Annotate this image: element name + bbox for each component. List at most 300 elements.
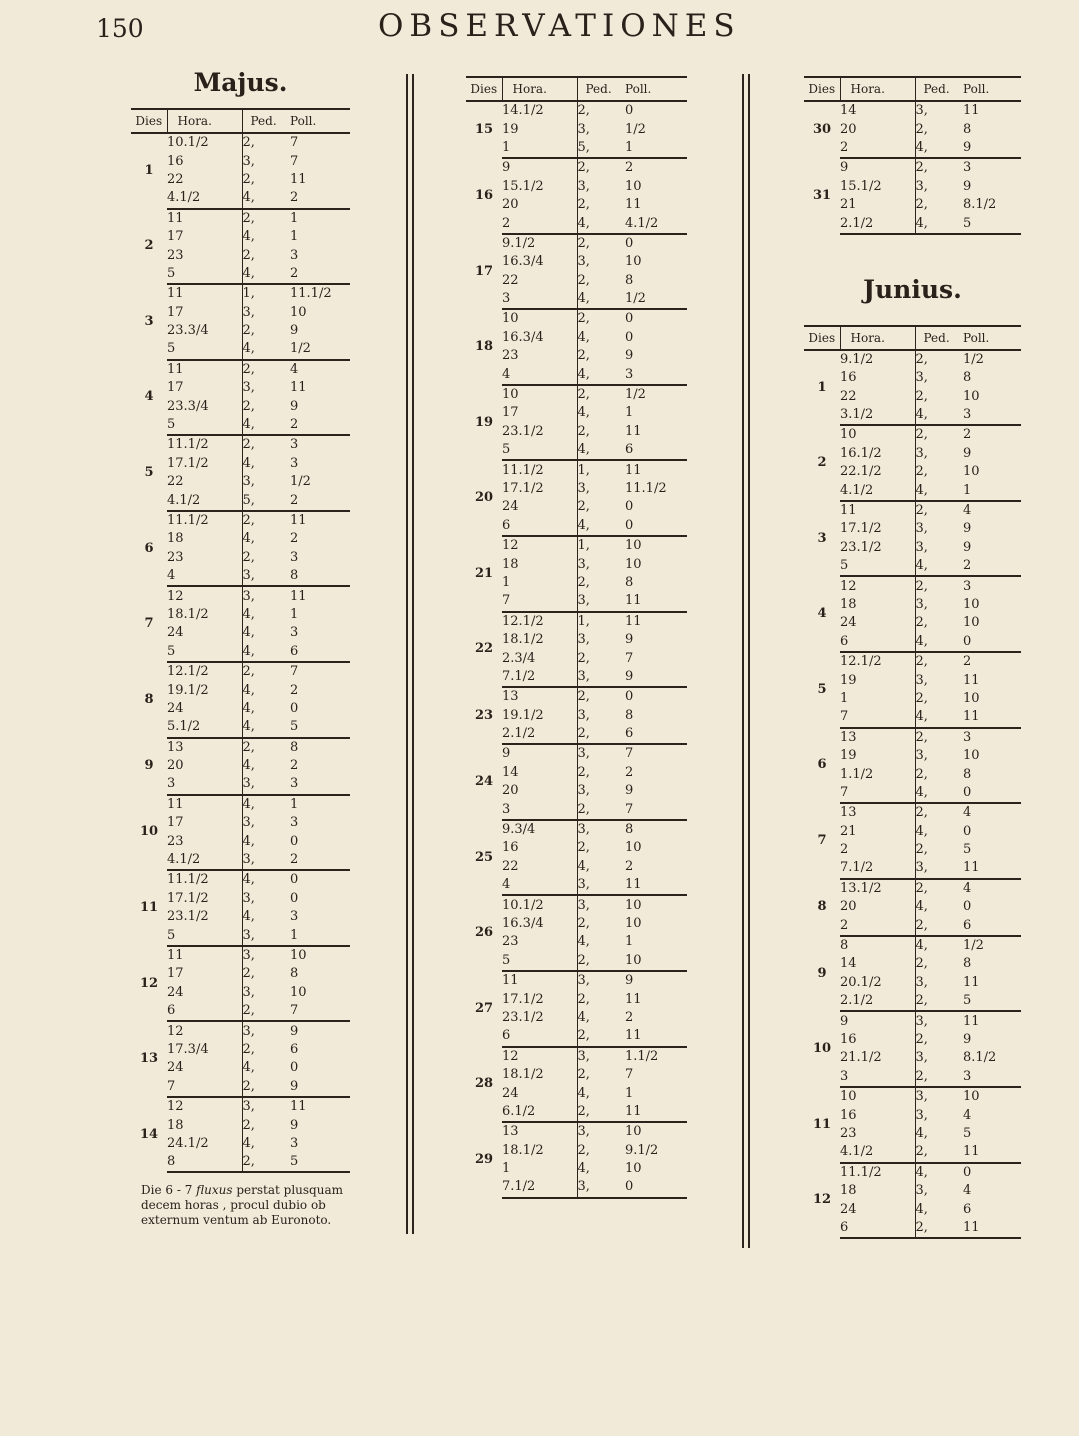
hora-cell: 23.1/2 <box>840 539 915 557</box>
poll-cell: 2 <box>963 557 1021 576</box>
hora-cell: 18 <box>840 596 915 614</box>
hora-cell: 22 <box>502 858 577 876</box>
hora-cell: 12 <box>502 536 577 555</box>
poll-cell: 11 <box>963 103 980 119</box>
day-group <box>466 1122 687 1198</box>
poll-cell: 0 <box>625 329 634 345</box>
dies-cell: 7 <box>144 616 154 632</box>
hora-cell: 5 <box>167 926 242 945</box>
ped-cell: 3, <box>242 567 290 586</box>
ped-cell: 3, <box>577 481 590 496</box>
day-group <box>131 870 350 946</box>
hora-cell: 24 <box>167 624 242 642</box>
poll-cell: 1 <box>625 139 687 158</box>
poll-cell: 8.1/2 <box>963 1050 997 1066</box>
poll-cell: 0 <box>963 784 1021 803</box>
dies-cell: 1 <box>817 380 827 396</box>
day-group <box>804 576 1021 652</box>
hora-cell: 23.1/2 <box>167 908 242 926</box>
hora-cell: 9 <box>502 744 577 763</box>
hora-cell: 16.3/4 <box>502 915 577 933</box>
hora-cell: 7 <box>167 1078 242 1097</box>
ped-cell: 4, <box>577 405 590 421</box>
poll-cell: 8 <box>625 574 634 590</box>
poll-cell: 8 <box>963 766 972 782</box>
hora-cell: 9 <box>840 1011 915 1030</box>
footnote <box>141 1183 366 1228</box>
hora-cell: 8 <box>840 936 915 955</box>
hora-cell: 23.3/4 <box>167 322 242 340</box>
poll-cell: 10 <box>963 748 980 764</box>
hora-cell: 13 <box>840 803 915 822</box>
hora-cell: 5 <box>167 340 242 359</box>
dies-cell: 6 <box>817 757 827 773</box>
table-row <box>466 820 687 839</box>
poll-cell: 1 <box>290 796 299 812</box>
hora-cell: 18 <box>167 530 242 548</box>
poll-cell: 10 <box>625 538 642 554</box>
poll-cell: 10 <box>625 178 642 194</box>
hora-cell: 6.1/2 <box>502 1103 577 1122</box>
poll-cell: 0 <box>625 689 634 705</box>
hora-cell: 20 <box>840 120 915 138</box>
poll-cell: 9 <box>290 1023 299 1039</box>
ped-cell: 3, <box>242 926 290 945</box>
hora-cell: 24 <box>167 700 242 718</box>
hora-cell: 11 <box>167 209 242 228</box>
poll-cell: 6 <box>625 725 687 744</box>
ped-cell: 2, <box>577 915 590 931</box>
poll-cell: 1 <box>290 229 299 245</box>
dies-cell: 6 <box>144 540 154 556</box>
poll-cell: 9 <box>625 668 687 687</box>
poll-cell: 0 <box>963 633 1021 652</box>
hora-cell: 7.1/2 <box>502 1178 577 1197</box>
hora-cell: 11.1/2 <box>167 511 242 530</box>
hora-cell: 3 <box>502 290 577 309</box>
hora-cell: 12 <box>167 1097 242 1116</box>
table-row <box>466 612 687 631</box>
ped-cell: 3, <box>577 1124 590 1140</box>
ped-cell: 2, <box>915 427 928 443</box>
poll-cell: 3 <box>290 437 299 453</box>
hora-cell: 11.1/2 <box>167 435 242 454</box>
poll-cell: 2 <box>290 491 350 510</box>
ped-cell: 3, <box>242 775 290 794</box>
ped-cell: 2, <box>242 1117 255 1133</box>
table-row <box>466 460 687 479</box>
poll-cell: 9.1/2 <box>625 1142 659 1158</box>
poll-cell: 9 <box>625 783 634 799</box>
page-number: 150 <box>96 14 144 43</box>
dies-cell: 30 <box>812 122 832 138</box>
tide-table <box>131 108 350 1173</box>
day-group <box>466 1047 687 1123</box>
hora-cell: 22.1/2 <box>840 463 915 481</box>
hora-cell: 11 <box>167 795 242 814</box>
hora-cell: 12.1/2 <box>502 612 577 631</box>
dies-cell: 10 <box>812 1041 832 1057</box>
hora-cell: 10.1/2 <box>502 895 577 914</box>
hora-cell: 11 <box>840 501 915 520</box>
ped-cell: 4, <box>242 229 255 245</box>
dies-cell: 5 <box>817 681 827 697</box>
hora-cell: 23 <box>502 933 577 951</box>
ped-cell: 2, <box>915 1219 963 1238</box>
dies-cell: 10 <box>139 824 159 840</box>
day-group <box>466 234 687 310</box>
ped-cell: 3, <box>577 897 590 913</box>
day-group <box>131 662 350 738</box>
ped-cell: 4, <box>242 606 255 622</box>
hora-cell: 17 <box>502 404 577 422</box>
ped-cell: 4, <box>242 682 255 698</box>
table-row <box>131 795 350 814</box>
day-group <box>804 1163 1021 1239</box>
table-row <box>804 101 1021 120</box>
dies-cell: 4 <box>817 606 827 622</box>
dies-cell: 15 <box>474 122 494 138</box>
poll-cell: 4.1/2 <box>625 214 687 233</box>
hora-cell: 13 <box>502 1122 577 1141</box>
poll-cell: 8 <box>963 370 972 386</box>
table-header <box>804 77 1021 101</box>
day-group <box>804 1011 1021 1087</box>
table-row <box>131 738 350 757</box>
table-row <box>466 385 687 404</box>
hora-cell: 17.3/4 <box>167 1041 242 1059</box>
ped-cell: 2, <box>915 766 928 782</box>
day-group <box>466 309 687 385</box>
day-group <box>466 536 687 612</box>
table-row <box>131 1097 350 1116</box>
ped-cell: 2, <box>577 235 590 251</box>
ped-cell: 3, <box>242 588 255 604</box>
ped-cell: 2, <box>577 103 590 119</box>
ped-cell: 3, <box>577 592 625 611</box>
poll-cell: 3 <box>963 160 972 176</box>
poll-cell: 11 <box>625 197 642 213</box>
hora-cell: 23.1/2 <box>502 1009 577 1027</box>
ped-cell: 2, <box>577 725 625 744</box>
dies-cell: 16 <box>474 187 494 203</box>
ped-cell: 4, <box>577 934 590 950</box>
poll-cell: 8 <box>625 822 634 838</box>
hora-cell: 13 <box>167 738 242 757</box>
hora-cell: 13 <box>840 728 915 747</box>
day-group <box>131 209 350 285</box>
hora-cell: 23.3/4 <box>167 397 242 415</box>
dies-cell: 18 <box>474 339 494 355</box>
hora-cell: 2.3/4 <box>502 649 577 667</box>
poll-cell: 2 <box>625 858 634 874</box>
hora-cell: 5 <box>840 557 915 576</box>
hora-cell: 1 <box>840 690 915 708</box>
hora-cell: 24 <box>167 1059 242 1077</box>
day-group <box>804 101 1021 158</box>
ped-cell: 4, <box>915 708 963 727</box>
poll-cell: 9 <box>290 1078 350 1097</box>
hora-cell: 23 <box>167 246 242 264</box>
hora-cell: 12.1/2 <box>167 662 242 681</box>
ped-cell: 3, <box>915 1050 928 1066</box>
ped-cell: 3, <box>915 672 928 688</box>
hora-cell: 11 <box>502 971 577 990</box>
hora-cell: 24.1/2 <box>167 1135 242 1153</box>
day-group <box>466 612 687 688</box>
poll-cell: 3 <box>963 729 972 745</box>
table-row <box>131 1021 350 1040</box>
table-row <box>466 744 687 763</box>
junius-column <box>804 76 1021 1239</box>
day-group <box>804 803 1021 879</box>
hora-cell: 13.1/2 <box>840 879 915 898</box>
ped-cell: 2, <box>577 499 590 515</box>
poll-cell: 9 <box>625 973 634 989</box>
ped-cell: 2, <box>915 351 928 367</box>
table-row <box>466 895 687 914</box>
hora-cell: 10 <box>840 1087 915 1106</box>
hora-cell: 5 <box>167 643 242 662</box>
poll-cell: 11 <box>625 423 642 439</box>
hora-cell: 19 <box>502 120 577 138</box>
day-group <box>466 158 687 234</box>
ped-cell: 4, <box>242 1135 255 1151</box>
hora-cell: 4 <box>502 876 577 895</box>
ped-cell: 2, <box>915 464 928 480</box>
table-header <box>131 109 350 133</box>
poll-cell: 10 <box>625 915 642 931</box>
ped-cell: 2, <box>242 664 255 680</box>
poll-cell: 3 <box>290 775 350 794</box>
ped-cell: 4, <box>242 1060 255 1076</box>
poll-cell: 11 <box>625 462 642 478</box>
ped-cell: 2, <box>577 1027 625 1046</box>
poll-cell: 1/2 <box>625 121 646 137</box>
poll-cell: 7 <box>625 1067 634 1083</box>
poll-cell: 10 <box>625 840 642 856</box>
ped-cell: 4, <box>242 531 255 547</box>
poll-cell: 1 <box>290 606 299 622</box>
ped-cell: 2, <box>915 729 928 745</box>
hora-cell: 17.1/2 <box>840 520 915 538</box>
hora-cell: 12 <box>167 586 242 605</box>
dies-cell: 26 <box>474 925 494 941</box>
hora-cell: 19.1/2 <box>167 681 242 699</box>
poll-cell: 7 <box>625 800 687 819</box>
hora-cell: 1 <box>502 574 577 592</box>
poll-cell: 11.1/2 <box>290 286 332 302</box>
ped-cell: 2, <box>242 1041 255 1057</box>
poll-cell: 10 <box>625 952 687 971</box>
hora-cell: 7 <box>840 784 915 803</box>
ped-cell: 4, <box>577 365 625 384</box>
hora-cell: 20 <box>502 196 577 214</box>
hora-cell: 10 <box>502 309 577 328</box>
poll-cell: 2 <box>290 682 299 698</box>
ped-cell: 4, <box>577 517 625 536</box>
ped-cell: 3, <box>915 1183 928 1199</box>
ped-cell: 4, <box>242 625 255 641</box>
dies-cell: 21 <box>474 565 494 581</box>
poll-cell: 10 <box>290 304 307 320</box>
hora-cell: 5 <box>502 441 577 460</box>
ped-cell: 2, <box>915 842 928 858</box>
ped-cell: 2, <box>915 1143 963 1162</box>
poll-cell: 0 <box>290 872 299 888</box>
ped-cell: 2, <box>577 650 590 666</box>
dies-cell: 23 <box>474 707 494 723</box>
hora-cell: 7.1/2 <box>840 859 915 878</box>
hora-cell: 18.1/2 <box>502 631 577 649</box>
ped-cell: 2, <box>242 1153 290 1172</box>
poll-cell: 0 <box>625 499 634 515</box>
ped-cell: 4, <box>242 643 290 662</box>
ped-cell: 2, <box>577 1142 590 1158</box>
ped-cell: 4, <box>915 784 963 803</box>
poll-cell: 1/2 <box>290 474 311 490</box>
day-group <box>804 350 1021 426</box>
hora-cell: 18 <box>167 1116 242 1134</box>
header-ped: Ped. <box>577 77 625 101</box>
ped-cell: 2, <box>577 840 590 856</box>
ped-cell: 3, <box>242 1023 255 1039</box>
poll-cell: 0 <box>963 899 972 915</box>
header-poll: Poll. <box>963 326 1021 350</box>
majus-continued-column <box>466 76 687 1199</box>
ped-cell: 2, <box>577 1103 625 1122</box>
day-group <box>804 936 1021 1012</box>
ped-cell: 3, <box>577 1048 590 1064</box>
hora-cell: 22 <box>167 171 242 189</box>
ped-cell: 3, <box>577 876 625 895</box>
ped-cell: 4, <box>242 265 290 284</box>
ped-cell: 2, <box>915 615 928 631</box>
ped-cell: 4, <box>915 557 963 576</box>
poll-cell: 2 <box>290 189 350 208</box>
poll-cell: 5 <box>290 1153 350 1172</box>
poll-cell: 3 <box>290 815 299 831</box>
ped-cell: 2, <box>242 210 255 226</box>
ped-cell: 2, <box>242 361 255 377</box>
table-row <box>804 350 1021 369</box>
ped-cell: 3, <box>915 974 928 990</box>
poll-cell: 11 <box>963 974 980 990</box>
ped-cell: 2, <box>242 323 255 339</box>
ped-cell: 2, <box>577 689 590 705</box>
table-row <box>804 1011 1021 1030</box>
hora-cell: 16 <box>840 369 915 387</box>
table-row <box>131 511 350 530</box>
hora-cell: 16.1/2 <box>840 445 915 463</box>
ped-cell: 2, <box>242 1078 290 1097</box>
poll-cell: 0 <box>963 1164 972 1180</box>
hora-cell: 5 <box>167 416 242 435</box>
hora-cell: 12.1/2 <box>840 652 915 671</box>
poll-cell: 11 <box>963 859 1021 878</box>
month-title: Majus. <box>193 68 288 97</box>
hora-cell: 11.1/2 <box>502 460 577 479</box>
ped-cell: 2, <box>577 1067 590 1083</box>
hora-cell: 5.1/2 <box>167 718 242 737</box>
dies-cell: 4 <box>144 389 154 405</box>
day-group <box>131 360 350 436</box>
hora-cell: 17.1/2 <box>502 990 577 1008</box>
ped-cell: 2, <box>915 654 928 670</box>
hora-cell: 4.1/2 <box>840 1143 915 1162</box>
poll-cell: 1/2 <box>963 351 984 367</box>
poll-cell: 9 <box>290 323 299 339</box>
ped-cell: 4, <box>915 633 963 652</box>
table-row <box>466 687 687 706</box>
dies-cell: 2 <box>144 238 154 254</box>
dies-cell: 14 <box>139 1126 159 1142</box>
table-row <box>466 1047 687 1066</box>
table-row <box>804 576 1021 595</box>
hora-cell: 14 <box>840 955 915 973</box>
running-head: OBSERVATIONES <box>378 8 741 44</box>
hora-cell: 17 <box>167 965 242 983</box>
hora-cell: 17 <box>167 379 242 397</box>
hora-cell: 15.1/2 <box>502 178 577 196</box>
ped-cell: 2, <box>915 690 928 706</box>
table-row <box>804 728 1021 747</box>
dies-cell: 19 <box>474 414 494 430</box>
hora-cell: 17.1/2 <box>167 455 242 473</box>
poll-cell: 8 <box>290 966 299 982</box>
poll-cell: 4 <box>963 503 972 519</box>
hora-cell: 3 <box>167 775 242 794</box>
poll-cell: 11 <box>290 380 307 396</box>
ped-cell: 3, <box>242 947 255 963</box>
table-row <box>131 946 350 965</box>
poll-cell: 1 <box>290 210 299 226</box>
ped-cell: 3, <box>577 668 625 687</box>
table-row <box>466 536 687 555</box>
poll-cell: 1/2 <box>290 340 350 359</box>
ped-cell: 4, <box>577 858 590 874</box>
ped-cell: 5, <box>577 139 625 158</box>
table-row <box>466 158 687 177</box>
hora-cell: 21.1/2 <box>840 1049 915 1067</box>
hora-cell: 21 <box>840 823 915 841</box>
poll-cell: 2 <box>290 531 299 547</box>
hora-cell: 23 <box>502 347 577 365</box>
dies-cell: 25 <box>474 849 494 865</box>
table-row <box>131 360 350 379</box>
hora-cell: 2 <box>840 841 915 859</box>
dies-cell: 27 <box>474 1000 494 1016</box>
hora-cell: 20.1/2 <box>840 974 915 992</box>
hora-cell: 9.1/2 <box>840 350 915 369</box>
day-group <box>466 460 687 536</box>
poll-cell: 10 <box>625 1124 642 1140</box>
poll-cell: 0 <box>290 833 299 849</box>
poll-cell: 10 <box>625 1161 642 1177</box>
day-group <box>804 501 1021 577</box>
poll-cell: 11 <box>625 1027 687 1046</box>
poll-cell: 4 <box>963 880 972 896</box>
hora-cell: 22 <box>840 388 915 406</box>
table-row <box>804 936 1021 955</box>
ped-cell: 3, <box>577 822 590 838</box>
ped-cell: 5, <box>242 491 290 510</box>
poll-cell: 11 <box>963 1143 1021 1162</box>
ped-cell: 2, <box>915 880 928 896</box>
ped-cell: 2, <box>577 800 625 819</box>
ped-cell: 3, <box>577 973 590 989</box>
ped-cell: 4, <box>577 329 590 345</box>
